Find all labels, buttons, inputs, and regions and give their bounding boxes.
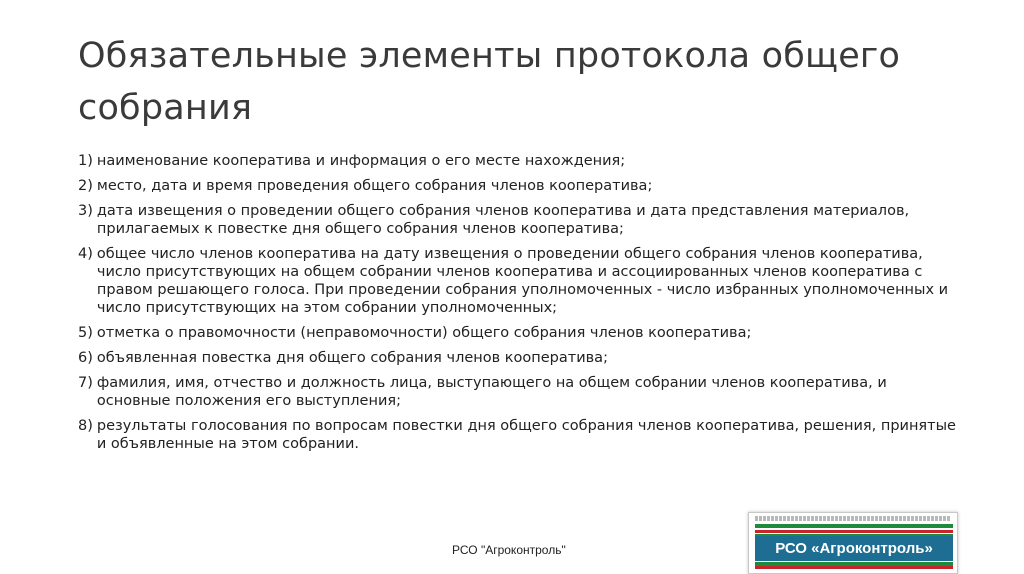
- logo-text: РСО «Агроконтроль»: [775, 540, 933, 557]
- list-item-number: 8): [78, 418, 93, 434]
- list-item-text: наименование кооператива и информация о его месте нахождения;: [96, 153, 626, 169]
- list-item: [78, 245, 958, 317]
- list-item-number: 5): [78, 325, 93, 341]
- list-item-number: 1): [78, 153, 93, 169]
- list-item-text: общее число членов кооператива на дату извещения о проведении общего собрания членов кооператива, число присутствующих на общем собрании членов кооператива и ассоциированных членов кооператива с правом решающего голоса. При проведении собрания уполномоченных - число избранных уполномоченных и число присутствующих на этом собрании уполномоченных;: [96, 246, 949, 316]
- list-item-number: 3): [78, 203, 93, 219]
- list-item-number: 6): [78, 350, 93, 366]
- list-item-text: место, дата и время проведения общего собрания членов кооператива;: [96, 178, 653, 194]
- list-item: [78, 417, 958, 453]
- list-item-number: 2): [78, 178, 93, 194]
- list-item-text: фамилия, имя, отчество и должность лица, выступающего на общем собрании членов кооператива, и основные положения его выступления;: [96, 375, 887, 409]
- list-item: [78, 349, 958, 367]
- list-item: [78, 324, 958, 342]
- list-item: [78, 152, 958, 170]
- logo-stripe: [755, 530, 953, 533]
- list-item-text: результаты голосования по вопросам повестки дня общего собрания членов кооператива, решения, принятые и объявленные на этом собрании.: [96, 418, 956, 452]
- agrokontrol-logo: [748, 512, 958, 574]
- list-item-number: 4): [78, 246, 93, 262]
- list-item-text: дата извещения о проведении общего собрания членов кооператива и дата представления материалов, прилагаемых к повестке дня общего собрания членов кооператива;: [96, 203, 910, 237]
- logo-banner: [755, 534, 953, 561]
- list-item-text: отметка о правомочности (неправомочности) общего собрания членов кооператива;: [96, 325, 752, 341]
- list-item: [78, 177, 958, 195]
- logo-fine-print: [755, 516, 951, 521]
- logo-stripe: [755, 566, 953, 569]
- list-item: [78, 202, 958, 238]
- list-item-text: объявленная повестка дня общего собрания членов кооператива;: [96, 350, 608, 366]
- slide-title: Обязательные элементы протокола общего собрания: [78, 36, 901, 128]
- requirements-list: [78, 152, 958, 460]
- slide-footer: РСО "Агроконтроль": [452, 543, 566, 557]
- list-item: [78, 374, 958, 410]
- list-item-number: 7): [78, 375, 93, 391]
